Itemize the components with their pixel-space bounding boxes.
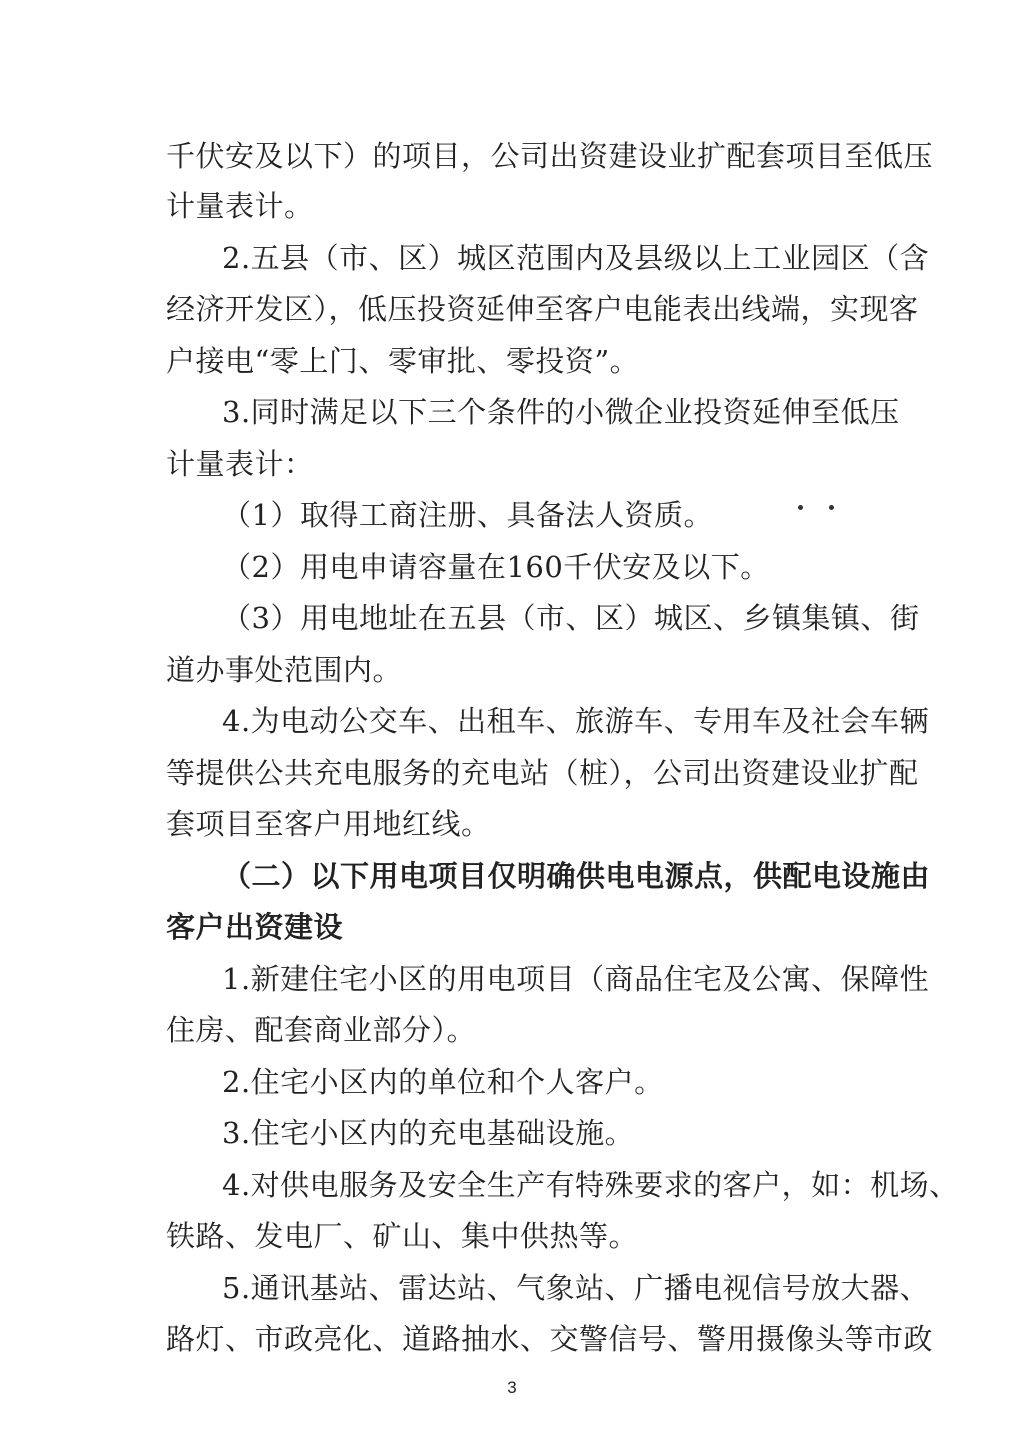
- text-line-23: 5.通讯基站、雷达站、气象站、广播电视信号放大器、: [222, 1271, 930, 1305]
- text-line-5: 户接电“零上门、零审批、零投资”。: [166, 344, 640, 378]
- text-line-1: 千伏安及以下）的项目，公司出资建设业扩配套项目至低压: [166, 139, 934, 173]
- text-line-6: 3.同时满足以下三个条件的小微企业投资延伸至低压: [222, 395, 900, 429]
- text-line-8: （1）取得工商注册、具备法人资质。: [222, 498, 713, 532]
- text-line-11: 道办事处范围内。: [166, 653, 403, 687]
- text-line-24: 路灯、市政亮化、道路抽水、交警信号、警用摄像头等市政: [166, 1322, 934, 1356]
- text-line-21: 4.对供电服务及安全生产有特殊要求的客户，如：机场、: [222, 1168, 959, 1202]
- text-line-3: 2.五县（市、区）城区范围内及县级以上工业园区（含: [222, 241, 930, 275]
- text-line-14: 套项目至客户用地红线。: [166, 807, 491, 841]
- text-line-7: 计量表计：: [166, 447, 314, 481]
- section-heading-line-2: 客户出资建设: [166, 910, 344, 944]
- text-line-12: 4.为电动公交车、出租车、旅游车、专用车及社会车辆: [222, 704, 930, 738]
- text-line-13: 等提供公共充电服务的充电站（桩），公司出资建设业扩配: [166, 756, 919, 790]
- scan-dot-2: [829, 505, 834, 510]
- text-line-2: 计量表计。: [166, 189, 314, 223]
- section-heading-line-1: （二）以下用电项目仅明确供电电源点，供配电设施由: [222, 859, 931, 893]
- scan-dot-1: [798, 505, 803, 510]
- text-line-4: 经济开发区），低压投资延伸至客户电能表出线端，实现客: [166, 292, 919, 326]
- text-line-17: 1.新建住宅小区的用电项目（商品住宅及公寓、保障性: [222, 962, 930, 996]
- text-line-9: （2）用电申请容量在160千伏安及以下。: [222, 550, 770, 584]
- text-line-19: 2.住宅小区内的单位和个人客户。: [222, 1065, 664, 1099]
- text-line-18: 住房、配套商业部分）。: [166, 1013, 477, 1047]
- text-line-10: （3）用电地址在五县（市、区）城区、乡镇集镇、街: [222, 601, 920, 635]
- page-number: 3: [507, 1378, 517, 1397]
- text-line-22: 铁路、发电厂、矿山、集中供热等。: [166, 1219, 639, 1253]
- text-line-20: 3.住宅小区内的充电基础设施。: [222, 1116, 635, 1150]
